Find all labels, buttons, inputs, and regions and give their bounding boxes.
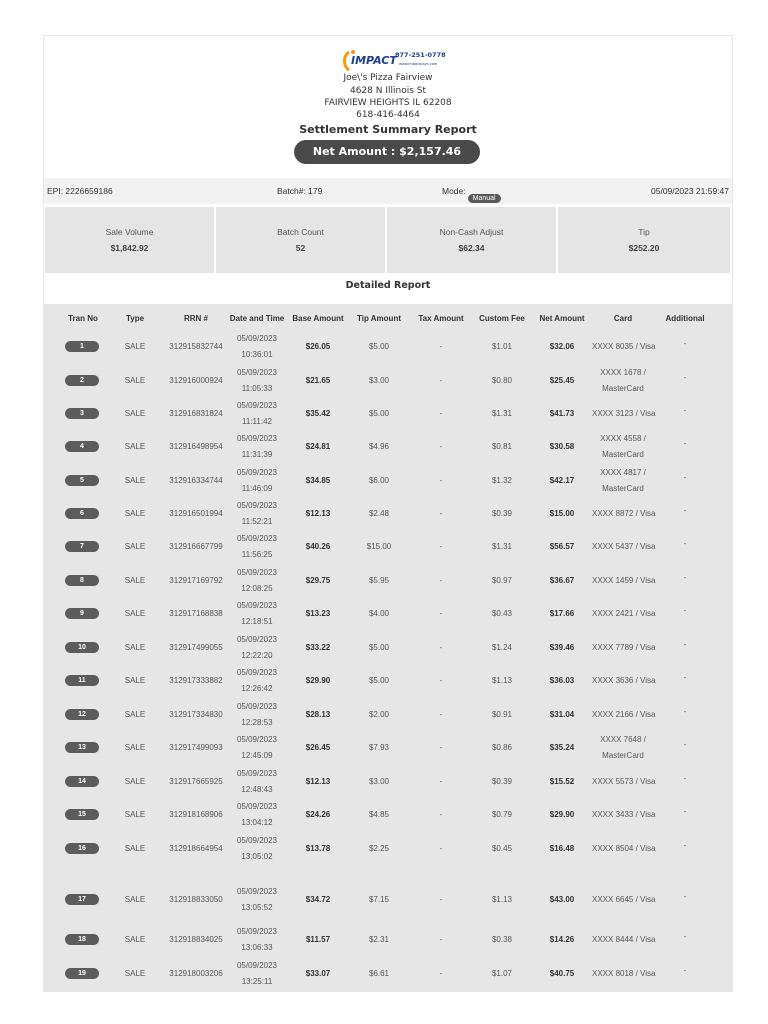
cell-tip-amount: $7.15	[368, 895, 390, 904]
cell-additional: -	[683, 740, 687, 749]
cell-tax-amount: -	[439, 777, 443, 786]
cell-type: SALE	[124, 476, 146, 485]
cell-net-amount: $25.45	[549, 376, 575, 385]
merchant-address-2: FAIRVIEW HEIGHTS IL 62208	[324, 98, 452, 108]
col-date-time: Date and Time	[229, 314, 285, 323]
cell-custom-fee: $0.91	[491, 710, 513, 719]
cell-custom-fee: $0.86	[491, 743, 513, 752]
cell-date: 05/09/2023	[236, 735, 278, 744]
cell-tip-amount: $7.93	[368, 743, 390, 752]
table-row	[44, 883, 732, 916]
col-net-amount: Net Amount	[539, 314, 585, 323]
cell-rrn: 312916831824	[169, 409, 223, 418]
cell-time: 13:05:02	[241, 852, 273, 861]
tran-no-badge: 9	[65, 608, 99, 619]
cell-tax-amount: -	[439, 476, 443, 485]
cell-time: 12:26:42	[241, 684, 273, 693]
cell-custom-fee: $0.43	[491, 609, 513, 618]
table-row	[44, 430, 732, 463]
cell-date: 05/09/2023	[236, 702, 278, 711]
cell-rrn: 312917334830	[169, 710, 223, 719]
cell-date: 05/09/2023	[236, 568, 278, 577]
cell-card: XXXX 5573 / Visa	[592, 777, 656, 786]
table-row	[44, 564, 732, 597]
cell-base-amount: $33.07	[305, 969, 331, 978]
tran-no-badge: 13	[65, 742, 99, 753]
cell-tip-amount: $4.96	[368, 442, 390, 451]
cell-tax-amount: -	[439, 743, 443, 752]
col-tax-amount: Tax Amount	[418, 314, 464, 323]
cell-custom-fee: $0.39	[491, 777, 513, 786]
cell-tip-amount: $15.00	[366, 542, 392, 551]
tran-no-badge: 6	[65, 508, 99, 519]
cell-date: 05/09/2023	[236, 468, 278, 477]
tran-no-badge: 10	[65, 642, 99, 653]
cell-custom-fee: $1.13	[491, 895, 513, 904]
cell-additional: -	[683, 640, 687, 649]
cell-additional: -	[683, 707, 687, 716]
col-tran-no: Tran No	[68, 314, 98, 323]
summary-value: $1,842.92	[110, 243, 149, 253]
tran-no-badge: 14	[65, 776, 99, 787]
cell-date: 05/09/2023	[236, 501, 278, 510]
summary-value: $252.20	[628, 243, 660, 253]
cell-base-amount: $13.23	[305, 609, 331, 618]
batch-info-bar	[44, 178, 732, 204]
cell-base-amount: $40.26	[305, 542, 331, 551]
tran-no-badge: 2	[65, 375, 99, 386]
cell-type: SALE	[124, 342, 146, 351]
cell-card: XXXX 8035 / Visa	[592, 342, 656, 351]
cell-time: 12:08:25	[241, 584, 273, 593]
tran-no-badge: 7	[65, 541, 99, 552]
cell-card: XXXX 1678 /	[600, 368, 646, 377]
table-row	[44, 957, 732, 990]
cell-time: 11:05:33	[241, 384, 273, 393]
cell-time: 11:11:42	[242, 417, 272, 426]
cell-base-amount: $26.45	[305, 743, 331, 752]
cell-tax-amount: -	[439, 376, 443, 385]
cell-base-amount: $24.26	[305, 810, 331, 819]
summary-non-cash-adjust	[387, 207, 556, 273]
cell-type: SALE	[124, 844, 146, 853]
cell-custom-fee: $0.81	[491, 442, 513, 451]
cell-date: 05/09/2023	[236, 601, 278, 610]
cell-custom-fee: $0.80	[491, 376, 513, 385]
cell-time: 12:45:09	[241, 751, 273, 760]
cell-card-type: MasterCard	[602, 384, 644, 393]
net-amount-pill: Net Amount : $2,157.46	[294, 140, 480, 164]
cell-tip-amount: $5.95	[368, 576, 390, 585]
cell-date: 05/09/2023	[236, 802, 278, 811]
cell-additional: -	[683, 841, 687, 850]
table-row	[44, 497, 732, 530]
cell-custom-fee: $1.13	[491, 676, 513, 685]
cell-additional: -	[683, 606, 687, 615]
cell-additional: -	[683, 673, 687, 682]
logo-url: www.impactpays.com	[399, 62, 438, 66]
col-tip-amount: Tip Amount	[357, 314, 401, 323]
cell-net-amount: $41.73	[549, 409, 575, 418]
mode-info	[442, 186, 496, 202]
table-row	[44, 530, 732, 563]
cell-tip-amount: $2.48	[368, 509, 390, 518]
cell-time: 11:52:21	[241, 517, 273, 526]
cell-additional: -	[683, 774, 687, 783]
cell-base-amount: $24.81	[305, 442, 331, 451]
cell-net-amount: $29.90	[549, 810, 575, 819]
cell-custom-fee: $1.32	[491, 476, 513, 485]
cell-time: 13:06:33	[241, 943, 273, 952]
cell-tip-amount: $5.00	[368, 409, 390, 418]
cell-tip-amount: $5.00	[368, 643, 390, 652]
cell-type: SALE	[124, 777, 146, 786]
tran-no-badge: 17	[65, 894, 99, 905]
cell-rrn: 312916501994	[169, 509, 223, 518]
cell-tip-amount: $5.00	[368, 342, 390, 351]
cell-time: 12:28:53	[241, 718, 273, 727]
cell-type: SALE	[124, 509, 146, 518]
cell-type: SALE	[124, 935, 146, 944]
cell-date: 05/09/2023	[236, 635, 278, 644]
cell-type: SALE	[124, 676, 146, 685]
cell-card: XXXX 5437 / Visa	[592, 542, 656, 551]
table-row	[44, 832, 732, 865]
cell-card: XXXX 4817 /	[600, 468, 646, 477]
summary-label: Sale Volume	[105, 227, 154, 237]
col-additional: Additional	[665, 314, 705, 323]
cell-base-amount: $34.72	[305, 895, 331, 904]
cell-net-amount: $16.48	[549, 844, 575, 853]
cell-time: 12:18:51	[241, 617, 273, 626]
cell-net-amount: $30.58	[549, 442, 575, 451]
cell-net-amount: $39.46	[549, 643, 575, 652]
mode-badge: Manual	[468, 194, 501, 203]
cell-date: 05/09/2023	[236, 769, 278, 778]
cell-tip-amount: $6.00	[368, 476, 390, 485]
summary-label: Tip	[638, 227, 650, 237]
cell-tip-amount: $4.00	[368, 609, 390, 618]
tran-no-badge: 18	[65, 934, 99, 945]
cell-rrn: 312916498954	[169, 442, 223, 451]
cell-tip-amount: $2.31	[368, 935, 390, 944]
cell-rrn: 312918168906	[169, 810, 223, 819]
cell-net-amount: $15.52	[549, 777, 575, 786]
cell-tax-amount: -	[439, 969, 443, 978]
cell-card: XXXX 7789 / Visa	[592, 643, 656, 652]
cell-tax-amount: -	[439, 810, 443, 819]
cell-additional: -	[683, 506, 687, 515]
cell-additional: -	[683, 573, 687, 582]
table-row	[44, 464, 732, 497]
cell-net-amount: $32.06	[549, 342, 575, 351]
cell-rrn: 312916334744	[169, 476, 223, 485]
cell-rrn: 312916667799	[169, 542, 223, 551]
cell-net-amount: $35.24	[549, 743, 575, 752]
tran-no-badge: 1	[65, 341, 99, 352]
cell-type: SALE	[124, 442, 146, 451]
cell-card: XXXX 6645 / Visa	[592, 895, 656, 904]
cell-card-type: MasterCard	[602, 751, 644, 760]
cell-custom-fee: $0.45	[491, 844, 513, 853]
cell-base-amount: $21.65	[305, 376, 331, 385]
cell-tip-amount: $5.00	[368, 676, 390, 685]
summary-value: $62.34	[458, 243, 485, 253]
batch-label: Batch#: 179	[277, 186, 323, 196]
cell-card: XXXX 3123 / Visa	[592, 409, 656, 418]
cell-type: SALE	[124, 969, 146, 978]
cell-net-amount: $17.66	[549, 609, 575, 618]
logo-brand: IMPACT	[351, 54, 397, 67]
cell-custom-fee: $1.07	[491, 969, 513, 978]
cell-net-amount: $36.03	[549, 676, 575, 685]
table-row	[44, 923, 732, 956]
cell-date: 05/09/2023	[236, 368, 278, 377]
cell-tip-amount: $2.00	[368, 710, 390, 719]
report-header	[44, 36, 732, 176]
cell-rrn: 312918833050	[169, 895, 223, 904]
cell-tax-amount: -	[439, 710, 443, 719]
tran-no-badge: 15	[65, 809, 99, 820]
cell-time: 13:04:12	[241, 818, 273, 827]
cell-base-amount: $13.78	[305, 844, 331, 853]
cell-rrn: 312917168838	[169, 609, 223, 618]
table-row	[44, 364, 732, 397]
table-row	[44, 798, 732, 831]
cell-card: XXXX 2166 / Visa	[592, 710, 656, 719]
cell-tax-amount: -	[439, 676, 443, 685]
cell-rrn: 312917499055	[169, 643, 223, 652]
cell-tax-amount: -	[439, 935, 443, 944]
table-row	[44, 631, 732, 664]
cell-tax-amount: -	[439, 643, 443, 652]
cell-tip-amount: $6.61	[368, 969, 390, 978]
cell-additional: -	[683, 966, 687, 975]
cell-date: 05/09/2023	[236, 668, 278, 677]
settlement-report-page	[43, 35, 733, 992]
detailed-report-table	[44, 304, 732, 991]
cell-tax-amount: -	[439, 509, 443, 518]
cell-base-amount: $29.75	[305, 576, 331, 585]
impact-logo	[341, 48, 446, 72]
cell-card: XXXX 8872 / Visa	[592, 509, 656, 518]
cell-time: 10:36:01	[241, 350, 273, 359]
cell-rrn: 312917665925	[169, 777, 223, 786]
epi-label: EPI: 2226659186	[47, 186, 113, 196]
cell-date: 05/09/2023	[236, 961, 278, 970]
cell-date: 05/09/2023	[236, 534, 278, 543]
cell-net-amount: $43.00	[549, 895, 575, 904]
cell-type: SALE	[124, 576, 146, 585]
cell-base-amount: $33.22	[305, 643, 331, 652]
cell-tip-amount: $3.00	[368, 376, 390, 385]
cell-card: XXXX 2421 / Visa	[592, 609, 656, 618]
cell-base-amount: $28.13	[305, 710, 331, 719]
cell-card: XXXX 8444 / Visa	[592, 935, 656, 944]
cell-additional: -	[683, 892, 687, 901]
cell-date: 05/09/2023	[236, 927, 278, 936]
tran-no-badge: 8	[65, 575, 99, 586]
cell-net-amount: $56.57	[549, 542, 575, 551]
cell-type: SALE	[124, 409, 146, 418]
col-type: Type	[125, 314, 145, 323]
table-row	[44, 330, 732, 363]
cell-additional: -	[683, 807, 687, 816]
cell-type: SALE	[124, 609, 146, 618]
cell-time: 12:22:20	[241, 651, 273, 660]
cell-base-amount: $35.42	[305, 409, 331, 418]
cell-base-amount: $12.13	[305, 509, 331, 518]
tran-no-badge: 5	[65, 475, 99, 486]
tran-no-badge: 4	[65, 441, 99, 452]
cell-card: XXXX 3433 / Visa	[592, 810, 656, 819]
cell-time: 11:46:09	[241, 484, 273, 493]
cell-date: 05/09/2023	[236, 401, 278, 410]
cell-additional: -	[683, 339, 687, 348]
cell-tax-amount: -	[439, 542, 443, 551]
tran-no-badge: 16	[65, 843, 99, 854]
cell-custom-fee: $0.79	[491, 810, 513, 819]
summary-value: 52	[295, 243, 306, 253]
table-row	[44, 731, 732, 764]
tran-no-badge: 12	[65, 709, 99, 720]
cell-additional: -	[683, 932, 687, 941]
mode-label: Mode:	[442, 186, 466, 196]
cell-card: XXXX 1459 / Visa	[592, 576, 656, 585]
cell-custom-fee: $0.39	[491, 509, 513, 518]
cell-custom-fee: $1.01	[491, 342, 513, 351]
cell-rrn: 312916000924	[169, 376, 223, 385]
cell-additional: -	[683, 373, 687, 382]
summary-tip	[558, 207, 730, 273]
cell-rrn: 312918664954	[169, 844, 223, 853]
table-row	[44, 765, 732, 798]
report-title: Settlement Summary Report	[299, 123, 477, 136]
detailed-report-title: Detailed Report	[345, 280, 431, 291]
logo-phone: 877-251-0778	[395, 51, 446, 59]
cell-base-amount: $34.85	[305, 476, 331, 485]
cell-net-amount: $42.17	[549, 476, 575, 485]
col-card: Card	[613, 314, 633, 323]
cell-card: XXXX 3636 / Visa	[592, 676, 656, 685]
cell-type: SALE	[124, 810, 146, 819]
table-row	[44, 664, 732, 697]
cell-card: XXXX 8018 / Visa	[592, 969, 656, 978]
cell-time: 13:05:52	[241, 903, 273, 912]
cell-card-type: MasterCard	[602, 450, 644, 459]
summary-boxes	[44, 207, 732, 273]
cell-tax-amount: -	[439, 576, 443, 585]
tran-no-badge: 11	[65, 675, 99, 686]
cell-type: SALE	[124, 710, 146, 719]
merchant-phone: 618-416-4464	[356, 110, 420, 120]
cell-date: 05/09/2023	[236, 836, 278, 845]
cell-rrn: 312915832744	[169, 342, 223, 351]
cell-net-amount: $40.75	[549, 969, 575, 978]
cell-tip-amount: $3.00	[368, 777, 390, 786]
cell-net-amount: $14.26	[549, 935, 575, 944]
cell-card-type: MasterCard	[602, 484, 644, 493]
col-custom-fee: Custom Fee	[479, 314, 525, 323]
table-row	[44, 597, 732, 630]
cell-tax-amount: -	[439, 409, 443, 418]
cell-tax-amount: -	[439, 442, 443, 451]
cell-tax-amount: -	[439, 895, 443, 904]
cell-rrn: 312917333882	[169, 676, 223, 685]
cell-type: SALE	[124, 743, 146, 752]
cell-type: SALE	[124, 376, 146, 385]
cell-date: 05/09/2023	[236, 334, 278, 343]
cell-tip-amount: $4.85	[368, 810, 390, 819]
cell-tax-amount: -	[439, 844, 443, 853]
summary-label: Non-Cash Adjust	[439, 227, 504, 237]
col-rrn: RRN #	[183, 314, 208, 323]
cell-card: XXXX 4558 /	[600, 434, 646, 443]
tran-no-badge: 19	[65, 968, 99, 979]
cell-base-amount: $12.13	[305, 777, 331, 786]
cell-custom-fee: $0.97	[491, 576, 513, 585]
summary-sale-volume	[45, 207, 214, 273]
cell-type: SALE	[124, 542, 146, 551]
cell-base-amount: $29.90	[305, 676, 331, 685]
table-row	[44, 698, 732, 731]
cell-date: 05/09/2023	[236, 887, 278, 896]
cell-custom-fee: $1.31	[491, 409, 513, 418]
cell-card: XXXX 7648 /	[600, 735, 646, 744]
cell-rrn: 312917499093	[169, 743, 223, 752]
merchant-name: Joe\'s Pizza Fairview	[343, 73, 433, 83]
col-base-amount: Base Amount	[292, 314, 344, 323]
cell-time: 11:56:25	[241, 550, 273, 559]
cell-tax-amount: -	[439, 609, 443, 618]
cell-custom-fee: $1.31	[491, 542, 513, 551]
cell-custom-fee: $1.24	[491, 643, 513, 652]
tran-no-badge: 3	[65, 408, 99, 419]
cell-type: SALE	[124, 895, 146, 904]
cell-additional: -	[683, 539, 687, 548]
cell-custom-fee: $0.38	[491, 935, 513, 944]
cell-additional: -	[683, 439, 687, 448]
report-datetime: 05/09/2023 21:59:47	[651, 186, 729, 196]
cell-tip-amount: $2.25	[368, 844, 390, 853]
merchant-address-1: 4628 N Illinois St	[349, 86, 427, 96]
cell-net-amount: $31.04	[549, 710, 575, 719]
cell-card: XXXX 8504 / Visa	[592, 844, 656, 853]
cell-net-amount: $15.00	[549, 509, 575, 518]
cell-base-amount: $11.57	[305, 935, 331, 944]
cell-additional: -	[683, 473, 687, 482]
cell-date: 05/09/2023	[236, 434, 278, 443]
cell-rrn: 312918834025	[169, 935, 223, 944]
cell-base-amount: $26.05	[305, 342, 331, 351]
summary-label: Batch Count	[277, 227, 324, 237]
cell-time: 13:25:11	[241, 977, 273, 986]
summary-batch-count	[216, 207, 385, 273]
cell-additional: -	[683, 406, 687, 415]
table-row	[44, 397, 732, 430]
cell-rrn: 312917169792	[169, 576, 223, 585]
cell-net-amount: $36.67	[549, 576, 575, 585]
cell-time: 12:48:43	[241, 785, 273, 794]
cell-type: SALE	[124, 643, 146, 652]
cell-rrn: 312918003206	[169, 969, 223, 978]
cell-tax-amount: -	[439, 342, 443, 351]
cell-time: 11:31:39	[241, 450, 273, 459]
